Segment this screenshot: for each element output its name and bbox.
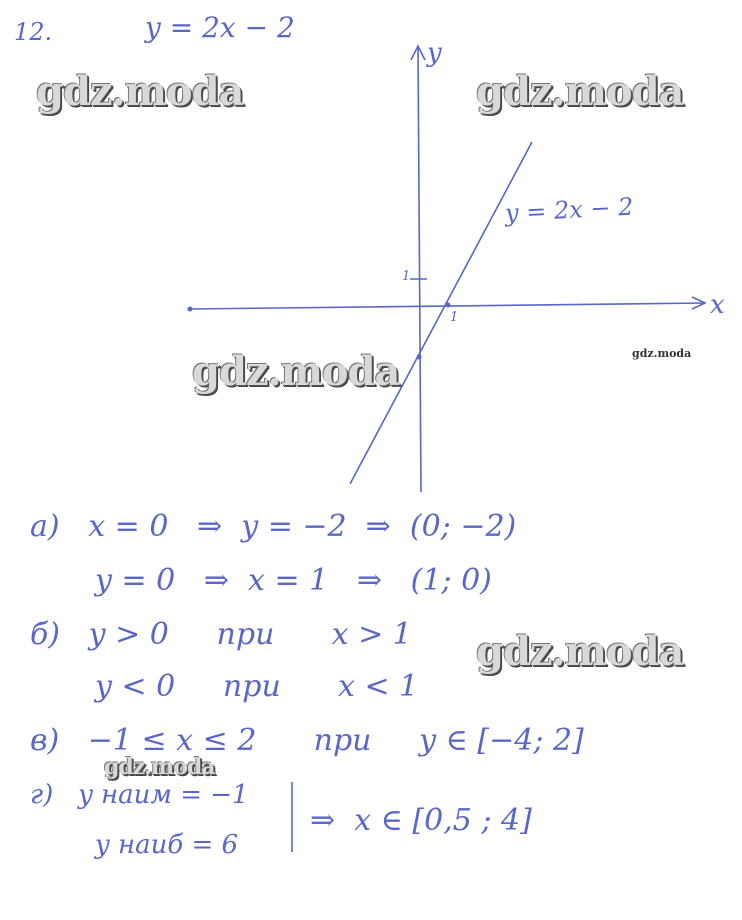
answer-b-line-1: б) y > 0 при x > 1 xyxy=(30,617,412,652)
y-axis-label: y xyxy=(427,38,442,68)
line-label: y = 2x − 2 xyxy=(504,192,635,228)
watermark: gdz.moda xyxy=(192,348,400,395)
answer-a-line-1: а) x = 0 ⇒ y = −2 ⇒ (0; −2) xyxy=(30,509,517,544)
function-line xyxy=(350,142,532,484)
point-0-minus2 xyxy=(417,355,422,360)
watermark-small: gdz.moda xyxy=(632,347,692,360)
watermark: gdz.moda xyxy=(476,68,684,115)
origin-start-point xyxy=(188,307,193,312)
problem-number: 12. xyxy=(14,18,53,46)
point-1-0 xyxy=(446,303,451,308)
answer-g-result: ⇒ x ∈ [0,5 ; 4] xyxy=(310,803,532,838)
answer-g-line-2: y наиб = 6 xyxy=(95,830,239,860)
watermark: gdz.moda xyxy=(476,628,684,675)
tick-label-x: 1 xyxy=(450,310,459,325)
y-axis xyxy=(418,48,421,492)
answer-a-line-2: y = 0 ⇒ x = 1 ⇒ (1; 0) xyxy=(95,563,492,598)
answer-b-line-2: y < 0 при x < 1 xyxy=(95,669,419,704)
function-title: y = 2x − 2 xyxy=(145,11,295,44)
watermark: gdz.moda xyxy=(104,754,215,780)
x-axis-label: x xyxy=(710,290,725,320)
answer-g-line-1: г) y наим = −1 xyxy=(30,780,249,810)
tick-label-y: 1 xyxy=(402,269,411,284)
watermark: gdz.moda xyxy=(36,68,244,115)
answer-v-line: в) −1 ≤ x ≤ 2 при y ∈ [−4; 2] xyxy=(30,723,584,758)
